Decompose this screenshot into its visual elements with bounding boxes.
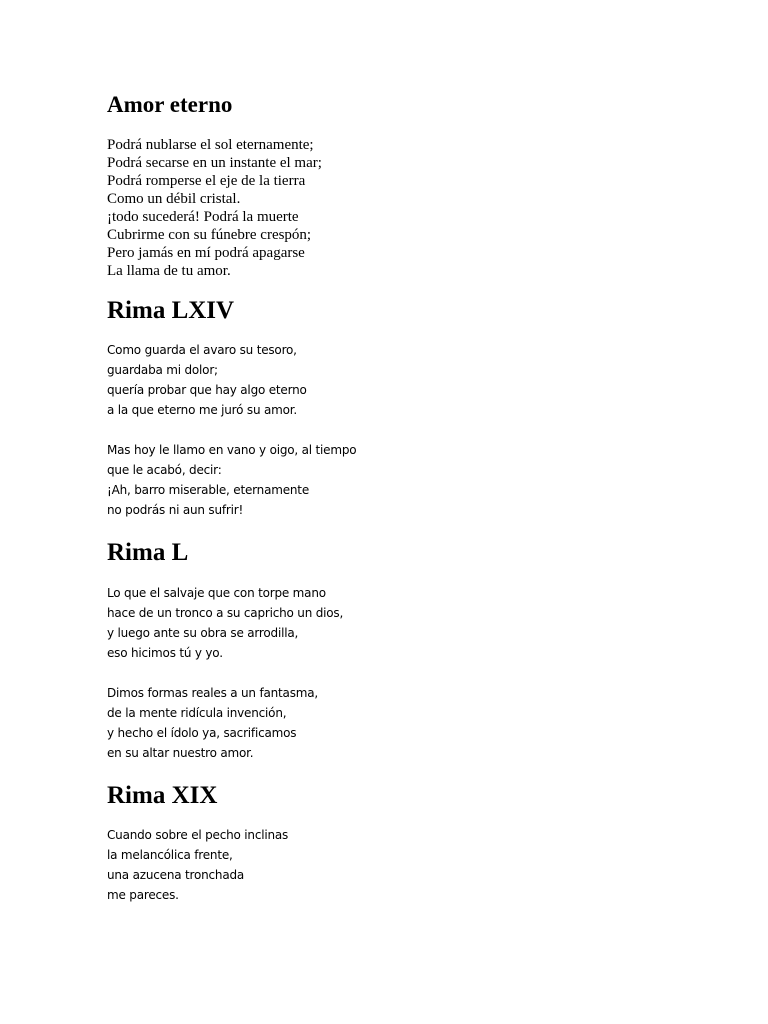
poem-line: la melancólica frente, bbox=[107, 848, 233, 862]
poem-title-amor-eterno: Amor eterno bbox=[107, 92, 233, 117]
poem-line: Podrá romperse el eje de la tierra bbox=[107, 173, 306, 189]
poem-body-amor-eterno bbox=[107, 136, 322, 280]
poem-line: Cuando sobre el pecho inclinas bbox=[107, 828, 289, 842]
poem-line: una azucena tronchada bbox=[107, 868, 245, 882]
poem-line: que le acabó, decir: bbox=[107, 463, 222, 477]
poem-line: Cubrirme con su fúnebre crespón; bbox=[107, 227, 312, 243]
stanza-gap bbox=[107, 663, 343, 683]
poem-body-rima-l bbox=[107, 583, 343, 763]
poem-line: ¡todo sucederá! Podrá la muerte bbox=[107, 209, 299, 225]
poem-line: La llama de tu amor. bbox=[107, 263, 231, 279]
poem-line: Pero jamás en mí podrá apagarse bbox=[107, 245, 305, 261]
stanza-gap bbox=[107, 420, 356, 440]
poem-title-rima-l: Rima L bbox=[107, 539, 189, 566]
poem-line: a la que eterno me juró su amor. bbox=[107, 403, 298, 417]
poem-line: Como un débil cristal. bbox=[107, 191, 241, 207]
poem-line: Lo que el salvaje que con torpe mano bbox=[107, 586, 326, 600]
poem-line: Como guarda el avaro su tesoro, bbox=[107, 343, 297, 357]
poem-line: Dimos formas reales a un fantasma, bbox=[107, 686, 319, 700]
poem-line: y luego ante su obra se arrodilla, bbox=[107, 626, 299, 640]
poem-title-rima-xix: Rima XIX bbox=[107, 782, 218, 809]
poem-line: eso hicimos tú y yo. bbox=[107, 646, 223, 660]
poem-title-rima-lxiv: Rima LXIV bbox=[107, 297, 235, 324]
poem-line: en su altar nuestro amor. bbox=[107, 746, 254, 760]
poem-line: quería probar que hay algo eterno bbox=[107, 383, 307, 397]
poem-body-rima-lxiv bbox=[107, 340, 356, 520]
poem-body-rima-xix bbox=[107, 825, 288, 905]
poem-line: Podrá secarse en un instante el mar; bbox=[107, 155, 322, 171]
poem-line: guardaba mi dolor; bbox=[107, 363, 218, 377]
poem-line: hace de un tronco a su capricho un dios, bbox=[107, 606, 344, 620]
poem-line: y hecho el ídolo ya, sacrificamos bbox=[107, 726, 297, 740]
poem-line: ¡Ah, barro miserable, eternamente bbox=[107, 483, 309, 497]
poem-line: me pareces. bbox=[107, 888, 179, 902]
poem-line: de la mente ridícula invención, bbox=[107, 706, 287, 720]
poem-line: Podrá nublarse el sol eternamente; bbox=[107, 137, 314, 153]
poem-line: no podrás ni aun sufrir! bbox=[107, 503, 244, 517]
poem-line: Mas hoy le llamo en vano y oigo, al tiempo bbox=[107, 443, 357, 457]
